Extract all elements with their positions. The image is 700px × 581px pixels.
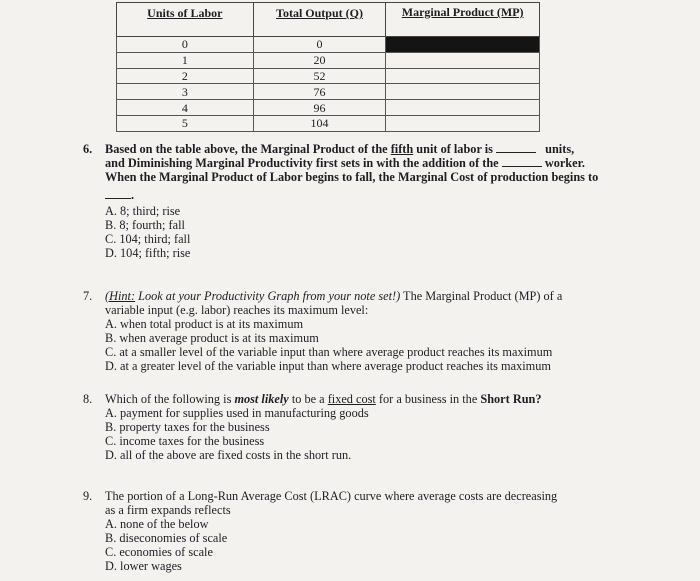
- table-row: [117, 84, 540, 100]
- labor-output-table: [116, 2, 540, 132]
- q8-options: [83, 406, 683, 462]
- q6-text: units,: [545, 142, 575, 156]
- table-row: [117, 100, 540, 116]
- units-cell: 2: [117, 68, 254, 84]
- option-c[interactable]: C. at a smaller level of the variable input than where average product reaches its maximum: [105, 345, 553, 359]
- option-b[interactable]: B. when average product is at its maximum: [105, 331, 319, 345]
- units-cell: 4: [117, 100, 254, 116]
- question-6: [83, 142, 643, 260]
- table-row: [117, 68, 540, 84]
- q9-options: [83, 517, 683, 573]
- question-8-stem: Which of the following is most likely to be a fixed cost for a business in the Short Run?: [105, 392, 542, 406]
- question-number: 6.: [83, 142, 93, 156]
- question-number: 7.: [83, 289, 93, 303]
- q7-text: variable input (e.g. labor) reaches its maximum level:: [105, 303, 369, 317]
- option-d[interactable]: D. at a greater level of the variable input than where average product reaches its maximum: [105, 359, 551, 373]
- option-c[interactable]: C. income taxes for the business: [105, 434, 265, 448]
- underlined-fixed-cost: fixed cost: [327, 392, 376, 406]
- mp-cell: [386, 68, 540, 84]
- mp-cell: [386, 84, 540, 100]
- option-c[interactable]: C. 104; third; fall: [105, 232, 191, 246]
- q6-text: Based on the table above, the: [105, 142, 261, 156]
- option-d[interactable]: D. lower wages: [105, 559, 182, 573]
- header-total-output: Total Output (Q): [253, 3, 386, 37]
- option-a[interactable]: A. when total product is at its maximum: [105, 317, 304, 331]
- question-number: 9.: [83, 489, 93, 503]
- output-cell: 0: [253, 37, 386, 53]
- mp-cell-blackout: [386, 37, 540, 53]
- header-units-of-labor: Units of Labor: [117, 3, 254, 37]
- q6-text: .: [131, 188, 135, 202]
- q6-text: unit of labor is: [413, 142, 493, 156]
- answer-blank[interactable]: [105, 188, 131, 199]
- question-9: [83, 489, 683, 573]
- option-d[interactable]: D. 104; fifth; rise: [105, 246, 191, 260]
- table-row: [117, 52, 540, 68]
- table-row: [117, 115, 540, 131]
- emphasis-most-likely: most likely: [234, 392, 289, 406]
- output-cell: 20: [253, 52, 386, 68]
- option-c[interactable]: C. economies of scale: [105, 545, 213, 559]
- option-a[interactable]: A. 8; third; rise: [105, 204, 181, 218]
- units-cell: 1: [117, 52, 254, 68]
- q6-text: of the: [354, 142, 391, 156]
- q6-text: and Diminishing Marginal Productivity first sets in with the addition of the: [105, 156, 499, 170]
- q7-text: The Marginal Product (MP) of a: [400, 289, 563, 303]
- table-header-row: [117, 3, 540, 37]
- units-cell: 5: [117, 115, 254, 131]
- option-a[interactable]: A. none of the below: [105, 517, 209, 531]
- option-b[interactable]: B. 8; fourth; fall: [105, 218, 185, 232]
- mp-cell: [386, 52, 540, 68]
- header-marginal-product: Marginal Product (MP): [386, 3, 540, 37]
- q6-text-bold: Marginal Product: [260, 142, 355, 156]
- bold-short-run: Short Run?: [480, 392, 542, 406]
- output-cell: 104: [253, 115, 386, 131]
- q6-text-underlined: fifth: [390, 142, 414, 156]
- q6-text: When the Marginal Product of Labor begins to fall, the Marginal Cost of production begins to: [105, 170, 599, 184]
- answer-blank[interactable]: [502, 156, 542, 167]
- units-cell: 0: [117, 37, 254, 53]
- question-number: 8.: [83, 392, 93, 406]
- hint-label: (Hint: Look at your Productivity Graph from your note set!): [105, 289, 401, 303]
- question-6-stem: [105, 142, 643, 202]
- output-cell: 76: [253, 84, 386, 100]
- answer-blank[interactable]: [496, 142, 536, 153]
- output-cell: 96: [253, 100, 386, 116]
- option-b[interactable]: B. diseconomies of scale: [105, 531, 228, 545]
- table-row: [117, 37, 540, 53]
- question-9-stem: The portion of a Long-Run Average Cost (LRAC) curve where average costs are decreasing as a firm expands reflects: [105, 489, 558, 517]
- option-d[interactable]: D. all of the above are fixed costs in the short run.: [105, 448, 352, 462]
- q6-text: worker.: [544, 156, 585, 170]
- mp-cell: [386, 115, 540, 131]
- question-8: [83, 392, 683, 462]
- output-cell: 52: [253, 68, 386, 84]
- question-7-stem: [105, 289, 683, 317]
- mp-cell: [386, 100, 540, 116]
- option-a[interactable]: A. payment for supplies used in manufacturing goods: [105, 406, 369, 420]
- q7-options: [83, 317, 683, 373]
- q6-options: [83, 204, 643, 260]
- option-b[interactable]: B. property taxes for the business: [105, 420, 270, 434]
- question-7: [83, 289, 683, 373]
- units-cell: 3: [117, 84, 254, 100]
